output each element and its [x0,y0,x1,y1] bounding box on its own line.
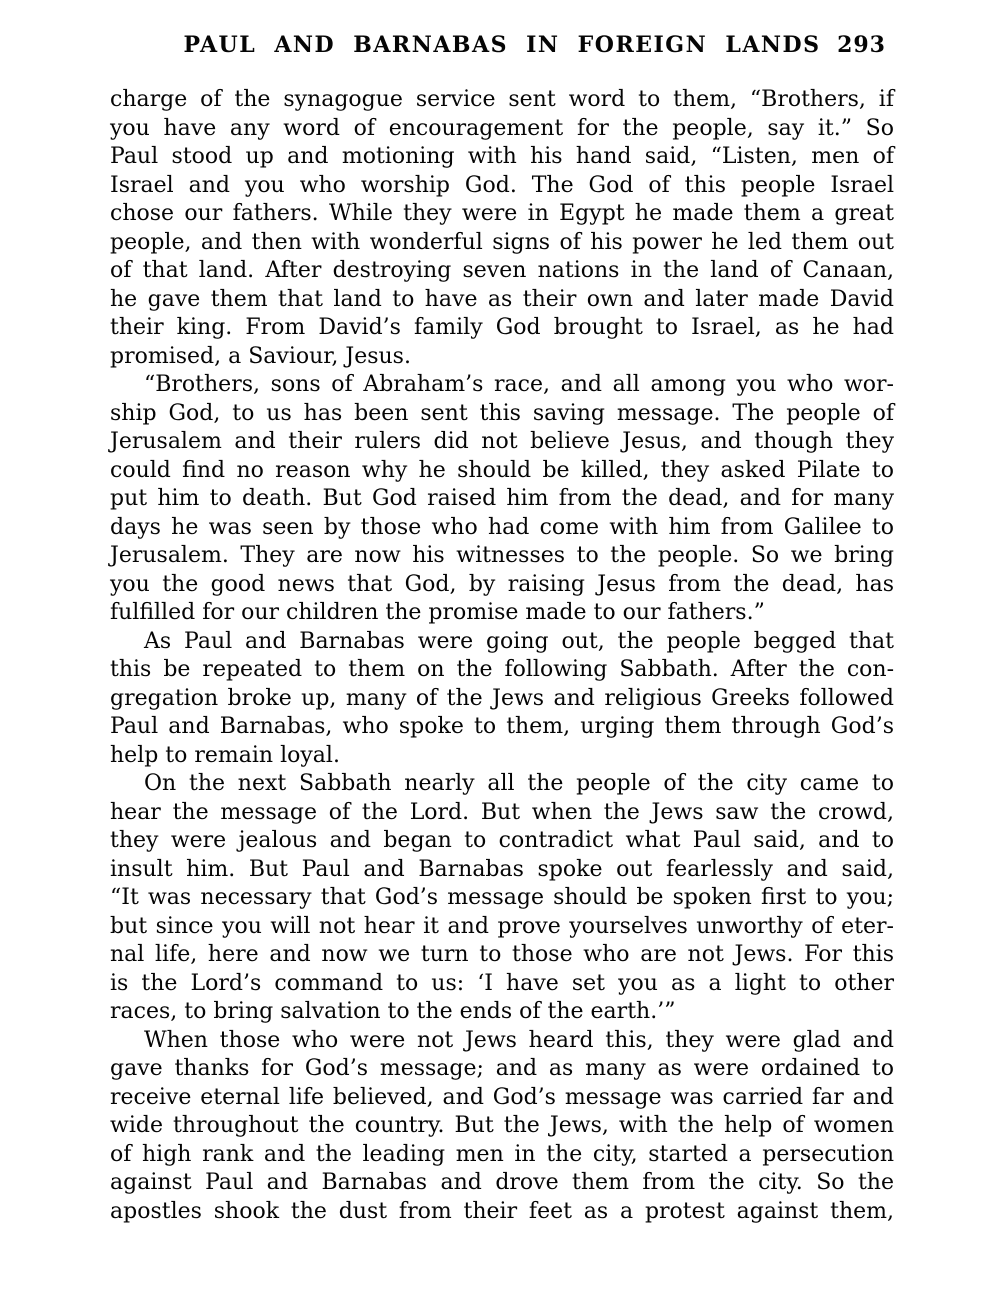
text-line: nal life, here and now we turn to those who are not Jews. For this [110,942,894,967]
text-line: promised, a Saviour, Jesus. [110,343,411,369]
text-line: ship God, to us has been sent this saving message. The people of [110,400,894,426]
text-line: gave thanks for God’s message; and as many as were ordained to [110,1056,894,1081]
running-header-title: PAUL AND BARNABAS IN FOREIGN LANDS [183,32,821,58]
paragraph [110,1027,894,1227]
paragraph [110,371,894,628]
text-line: Israel and you who worship God. The God of this people Israel [110,172,894,198]
text-line: gregation broke up, many of the Jews and religious Greeks followed [110,685,894,711]
text-line: fulfilled for our children the promise made to our fathers.” [110,600,765,625]
text-line: but since you will not hear it and prove yourselves unworthy of eter- [110,913,894,939]
text-line: charge of the synagogue service sent word to them, “Brothers, if [110,87,894,112]
text-line: you have any word of encouragement for the people, say it.” So [110,115,894,141]
text-line: this be repeated to them on the following Sabbath. After the con- [110,657,894,682]
text-line: hear the message of the Lord. But when the Jews saw the crowd, [110,799,894,825]
text-line: Paul and Barnabas, who spoke to them, urging them through God’s [110,714,894,739]
text-line: of that land. After destroying seven nations in the land of Canaan, [110,258,894,283]
text-line: help to remain loyal. [110,742,340,768]
text-line: people, and then with wonderful signs of his power he led them out [110,229,894,255]
text-line: days he was seen by those who had come with him from Galilee to [110,514,894,540]
text-line: could find no reason why he should be killed, they asked Pilate to [110,457,894,483]
text-line: chose our fathers. While they were in Egypt he made them a great [110,201,894,226]
text-line: put him to death. But God raised him from the dead, and for many [110,486,894,511]
text-line: wide throughout the country. But the Jews, with the help of women [110,1113,894,1138]
text-line: Paul stood up and motioning with his hand said, “Listen, men of [110,144,894,169]
running-header [110,32,894,62]
text-line: apostles shook the dust from their feet as a protest against them, [110,1198,894,1224]
paragraph [110,628,894,771]
text-line: Jerusalem. They are now his witnesses to the people. So we bring [110,543,894,568]
text-line: On the next Sabbath nearly all the people of the city came to [144,771,894,796]
text-line: they were jealous and began to contradict what Paul said, and to [110,828,894,853]
text-line: races, to bring salvation to the ends of the earth.’” [110,999,676,1024]
text-line: insult him. But Paul and Barnabas spoke out fearlessly and said, [110,856,894,882]
text-line: Jerusalem and their rulers did not believe Jesus, and though they [110,429,894,454]
text-line: their king. From David’s family God brought to Israel, as he had [110,315,894,340]
text-line: receive eternal life believed, and God’s message was carried far and [110,1084,894,1110]
page-number: 293 [837,32,886,58]
paragraph [110,86,894,371]
paragraph [110,770,894,1027]
text-line: is the Lord’s command to us: ‘I have set you as a light to other [110,970,894,996]
text-line: “It was necessary that God’s message should be spoken first to you; [110,885,894,910]
text-line: he gave them that land to have as their own and later made David [110,286,894,312]
text-line: When those who were not Jews heard this, they were glad and [144,1027,894,1053]
text-line: you the good news that God, by raising Jesus from the dead, has [110,571,894,597]
text-line: As Paul and Barnabas were going out, the people begged that [144,628,894,654]
text-line: “Brothers, sons of Abraham’s race, and all among you who wor- [144,372,894,397]
text-line: of high rank and the leading men in the city, started a persecution [110,1141,894,1167]
page-body [110,86,894,1226]
text-line: against Paul and Barnabas and drove them from the city. So the [110,1170,894,1195]
